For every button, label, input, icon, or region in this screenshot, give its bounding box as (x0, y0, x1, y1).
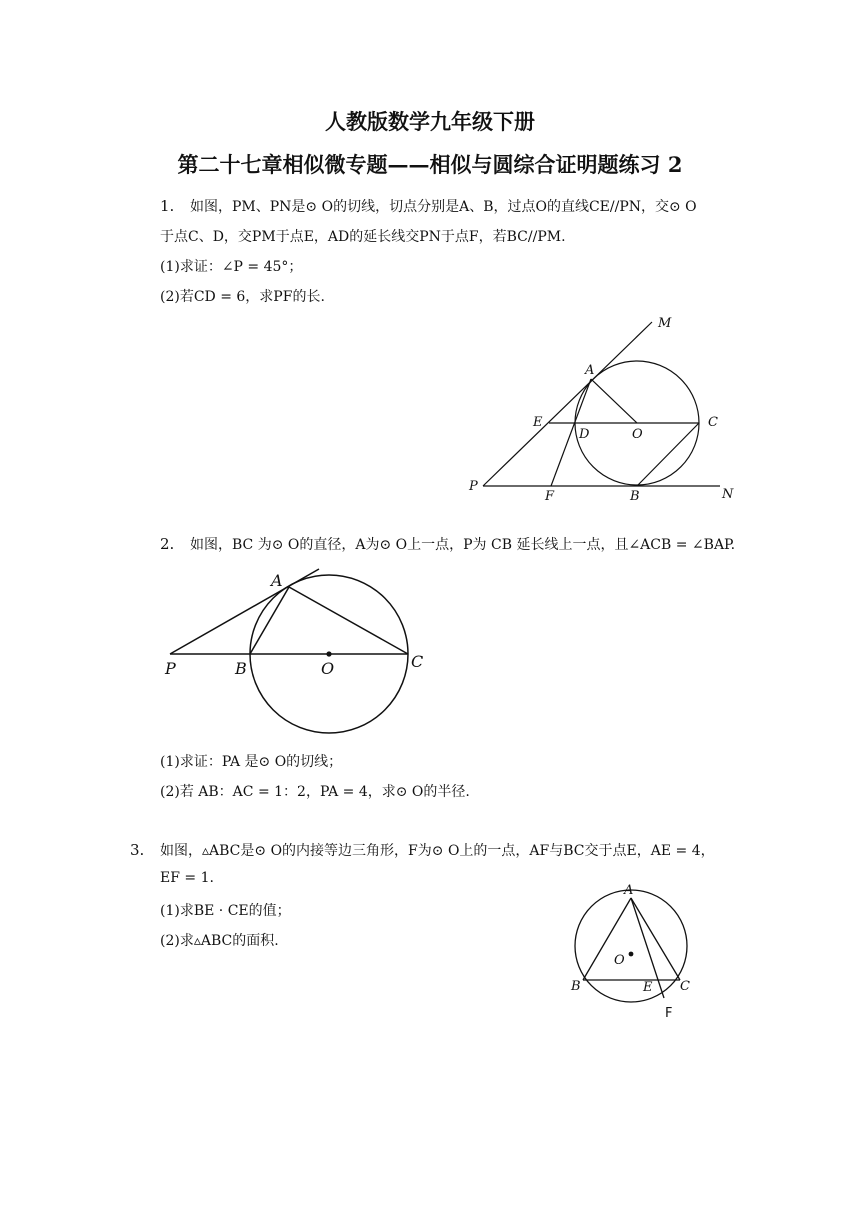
figure-2-label-C: C (411, 652, 424, 671)
figure-1-label-C: C (708, 415, 718, 430)
problem-1-number: 1. (160, 197, 175, 215)
figure-2-label-O: O (321, 659, 335, 678)
figure-2-label-A: A (271, 571, 283, 590)
problem-2-question-2: (2)若 AB：AC = 1：2，PA = 4，求⊙ O的半径. (160, 784, 470, 800)
problem-1-line-2: 于点C、D，交PM于点E，AD的延长线交PN于点F，若BC//PM. (160, 229, 566, 245)
problem-1-question-1: (1)求证：∠P = 45°； (160, 259, 303, 275)
figure-3-line-AC (631, 898, 680, 980)
figure-2-label-P: P (165, 659, 176, 678)
figure-2-label-B: B (235, 659, 247, 678)
problem-1-line-1: 如图，PM、PN是⊙ O的切线，切点分别是A、B，过点O的直线CE//PN，交⊙ O (190, 199, 697, 215)
figure-3-label-E: E (643, 980, 653, 995)
figure-3-label-O: O (614, 953, 625, 968)
figure-1-label-M: M (658, 316, 672, 331)
problem-2-question-1: (1)求证：PA 是⊙ O的切线； (160, 754, 343, 770)
figure-1-label-A: A (585, 363, 595, 378)
document-subtitle: 第二十七章相似微专题——相似与圆综合证明题练习 2 (177, 152, 683, 177)
figure-3-label-A: A (624, 883, 634, 898)
problem-3-question-1: (1)求BE · CE的值； (160, 903, 291, 919)
problem-2-line-1: 如图，BC 为⊙ O的直径，A为⊙ O上一点，P为 CB 延长线上一点，且∠ACB = ∠BAP. (190, 537, 736, 553)
figure-3-center-dot (629, 952, 634, 957)
figure-3-label-C: C (680, 979, 690, 994)
problem-3-question-2: (2)求▵ABC的面积. (160, 933, 279, 949)
figure-3-circle (575, 890, 687, 1002)
problem-3-number: 3. (130, 841, 145, 859)
problem-3-line-1: 如图，▵ABC是⊙ O的内接等边三角形，F为⊙ O上的一点，AF与BC交于点E，AE = 4， (160, 843, 715, 859)
problem-3-line-2: EF = 1. (160, 870, 214, 886)
figure-1-label-N: N (722, 487, 734, 502)
problem-1-question-2: (2)若CD = 6，求PF的长. (160, 289, 325, 305)
problem-2-number: 2. (160, 535, 175, 553)
figure-3-label-B: B (571, 979, 581, 994)
document-title: 人教版数学九年级下册 (325, 109, 535, 134)
figure-1-label-E: E (533, 415, 543, 430)
figure-1-label-P: P (469, 479, 478, 494)
figure-1-label-O: O (632, 427, 643, 442)
figure-1-label-F: F (545, 489, 555, 504)
figure-1-label-D: D (579, 427, 590, 442)
figure-3-label-F: F (665, 1006, 673, 1021)
figure-1-label-B: B (630, 489, 640, 504)
